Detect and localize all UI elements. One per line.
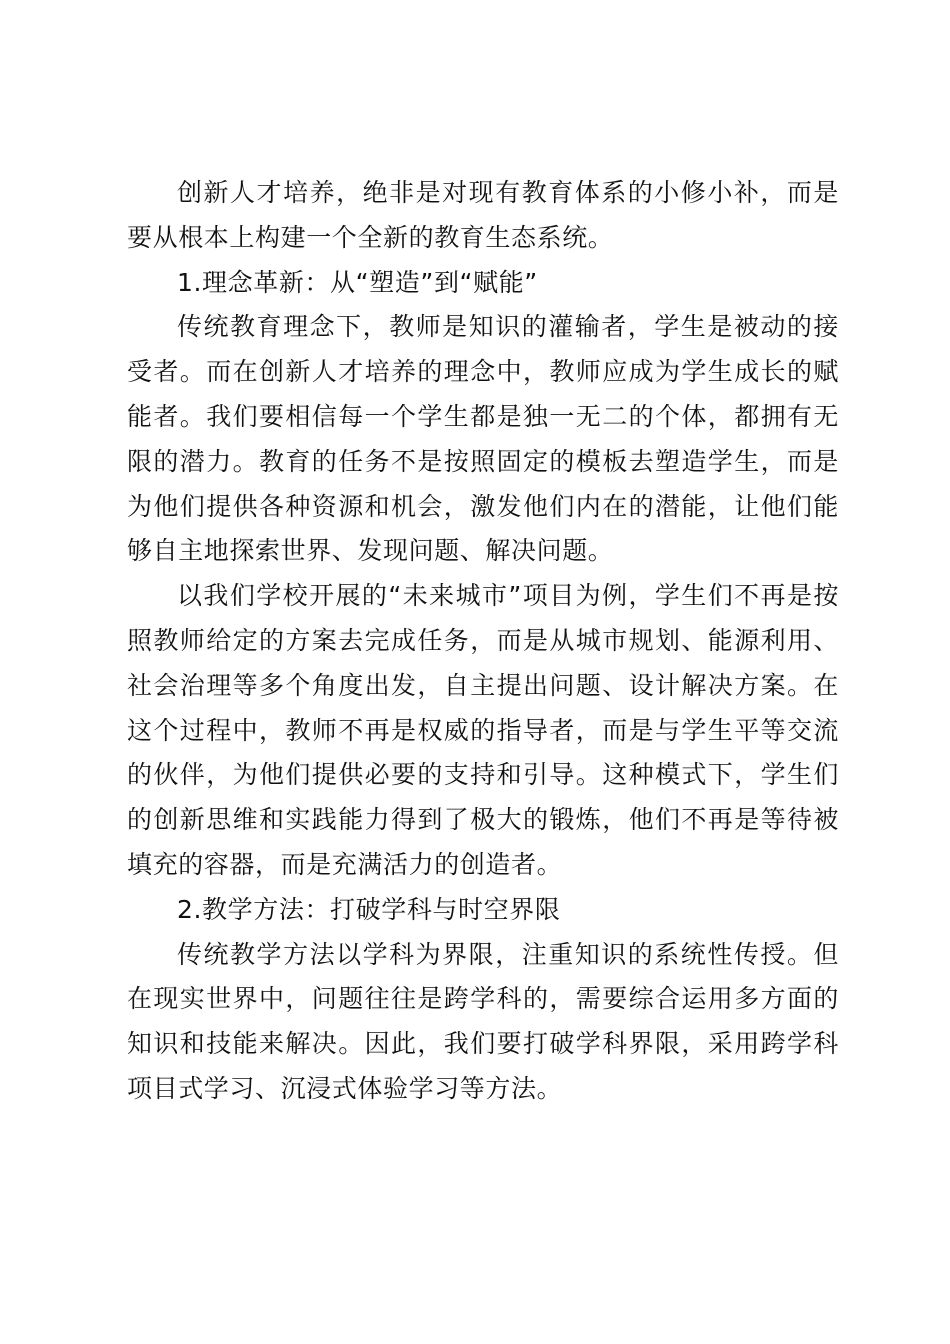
section-heading-2: 2.教学方法：打破学科与时空界限 xyxy=(177,894,561,924)
document-body xyxy=(127,171,839,1112)
paragraph-intro: 创新人才培养，绝非是对现有教育体系的小修小补，而是要从根本上构建一个全新的教育生态系统。 xyxy=(127,178,839,252)
paragraph-example: 以我们学校开展的“未来城市”项目为例，学生们不再是按照教师给定的方案去完成任务，而是从城市规划、能源利用、社会治理等多个角度出发，自主提出问题、设计解决方案。在这个过程中，教师不再是权威的指导者，而是与学生平等交流的伙伴，为他们提供必要的支持和引导。这种模式下，学生们的创新思维和实践能力得到了极大的锻炼，他们不再是等待被填充的容器，而是充满活力的创造者。 xyxy=(127,581,839,879)
paragraph-methods: 传统教学方法以学科为界限，注重知识的系统性传授。但在现实世界中，问题往往是跨学科的，需要综合运用多方面的知识和技能来解决。因此，我们要打破学科界限，采用跨学科项目式学习、沉浸式体验学习等方法。 xyxy=(127,939,839,1103)
paragraph-concept: 传统教育理念下，教师是知识的灌输者，学生是被动的接受者。而在创新人才培养的理念中，教师应成为学生成长的赋能者。我们要相信每一个学生都是独一无二的个体，都拥有无限的潜力。教育的任务不是按照固定的模板去塑造学生，而是为他们提供各种资源和机会，激发他们内在的潜能，让他们能够自主地探索世界、发现问题、解决问题。 xyxy=(127,312,839,566)
section-heading-1: 1.理念革新：从“塑造”到“赋能” xyxy=(177,267,538,297)
